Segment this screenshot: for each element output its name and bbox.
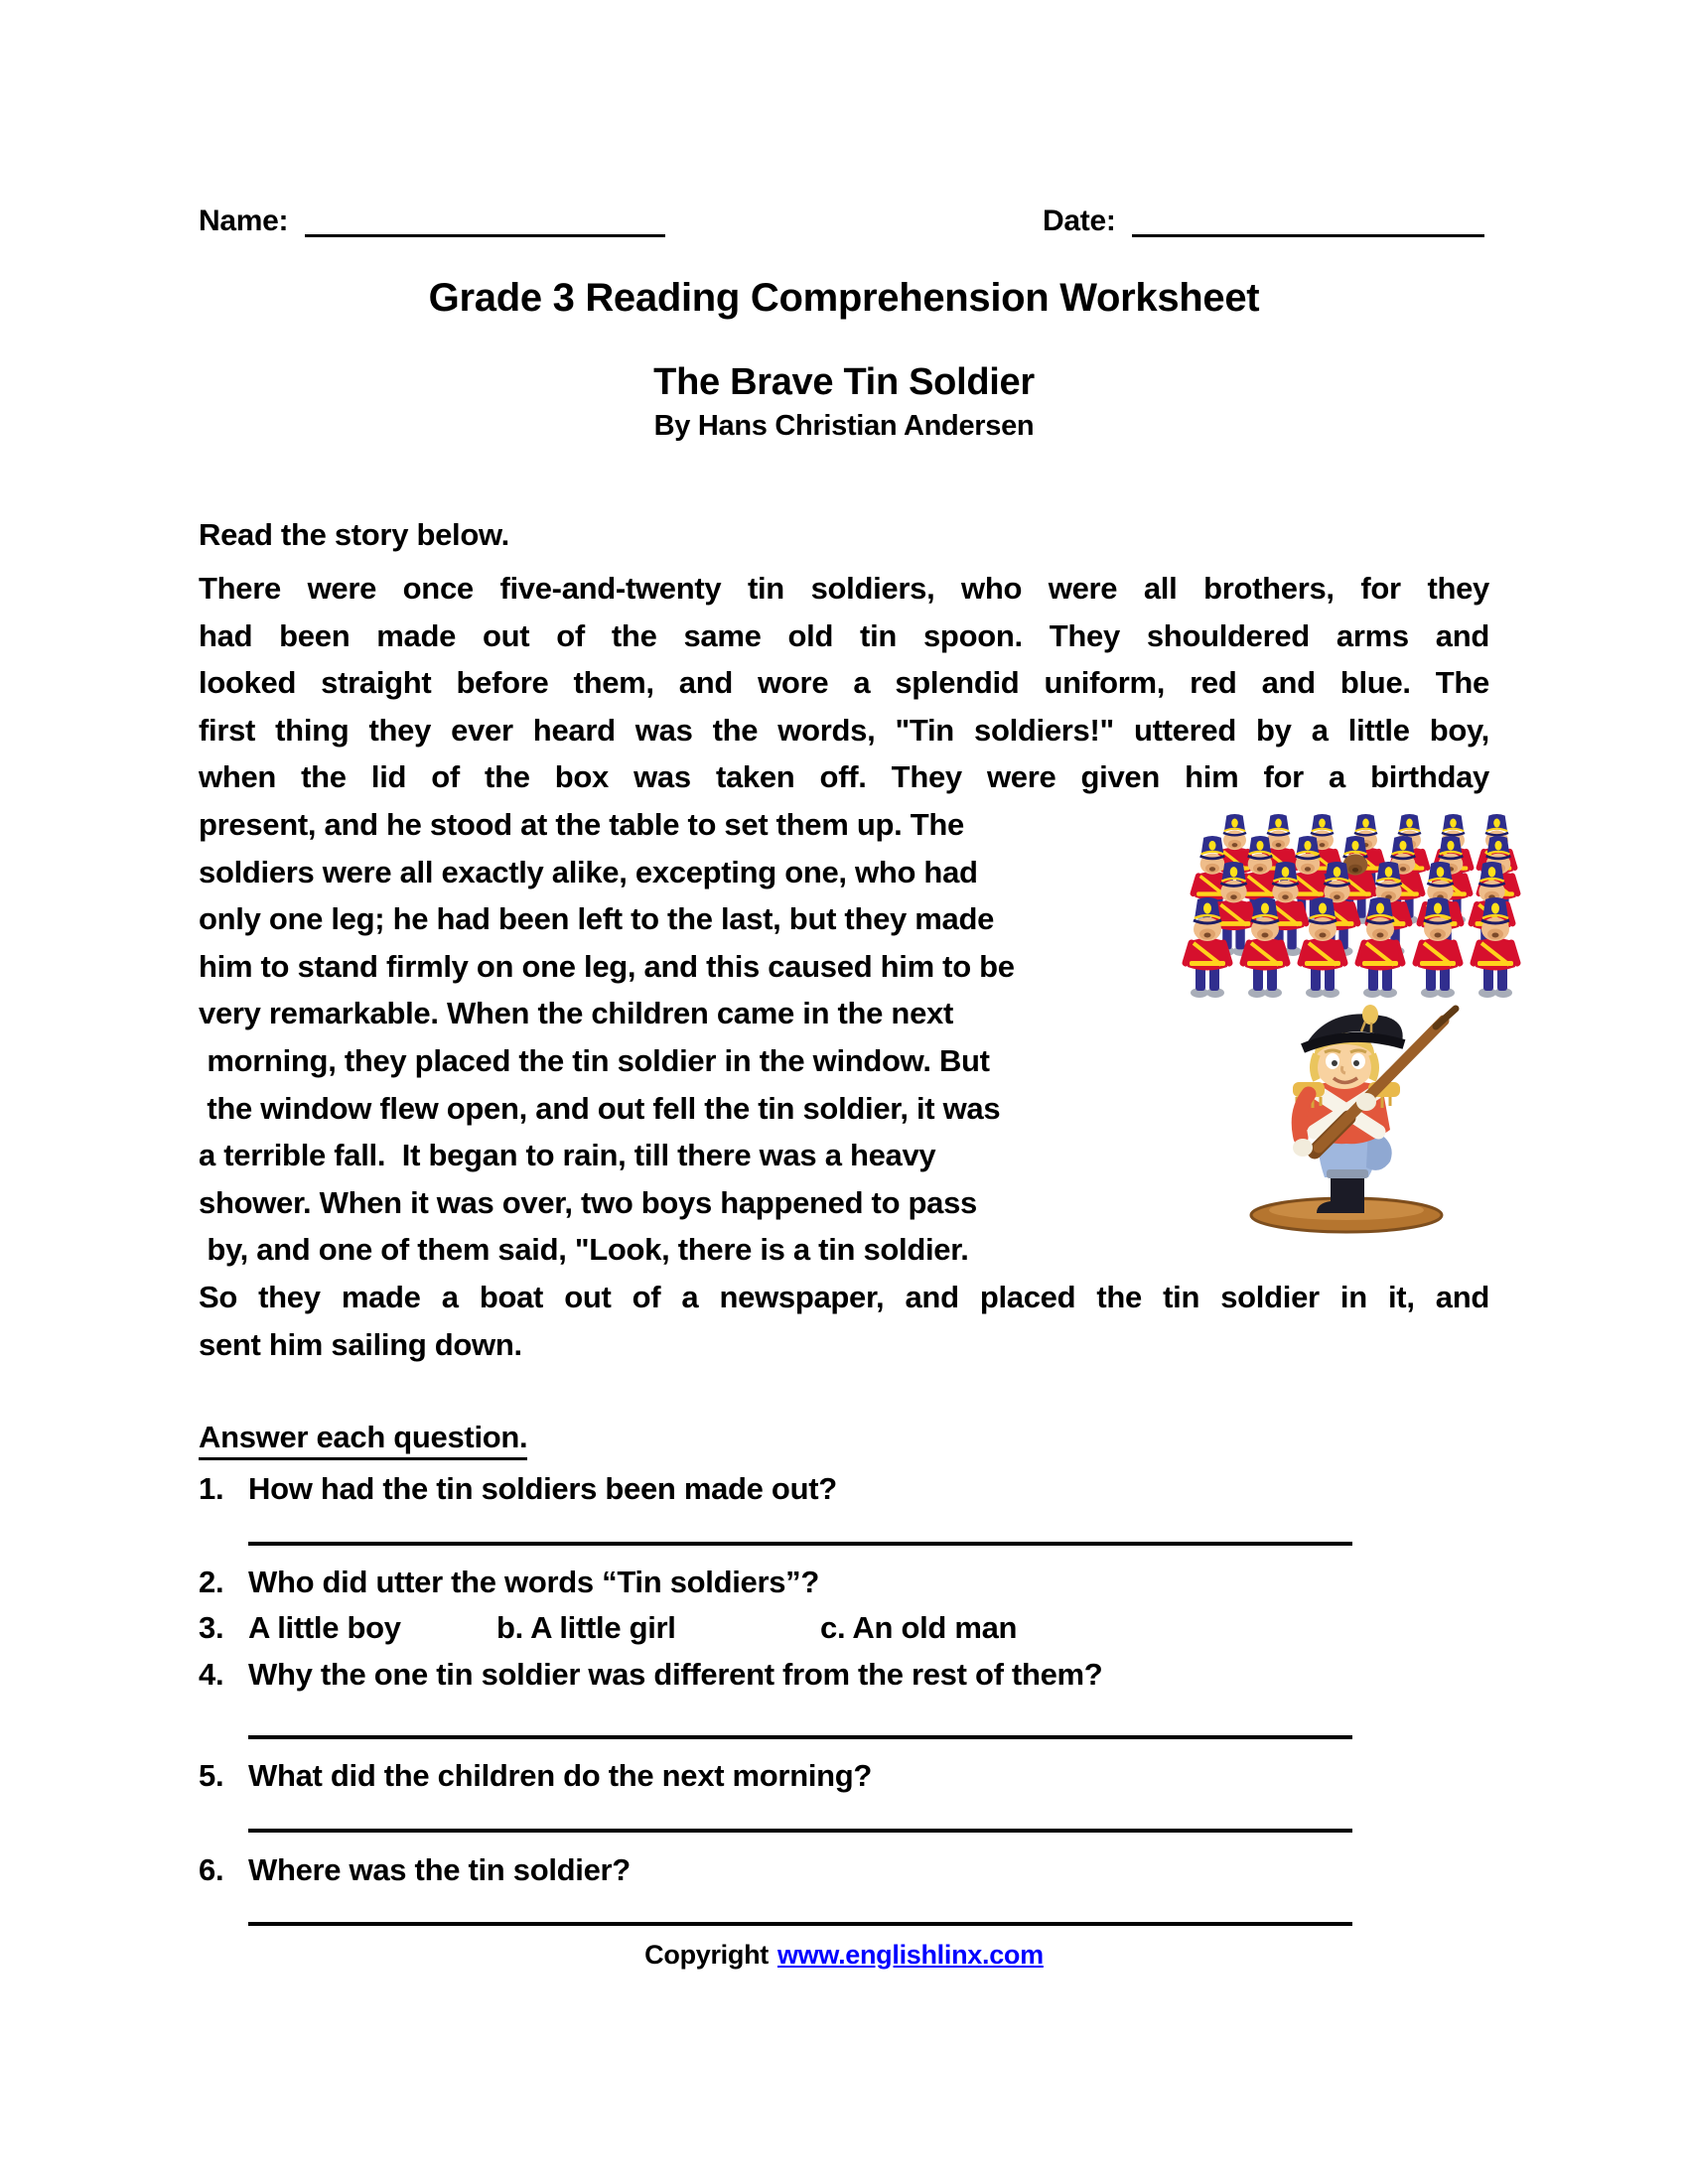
question-row-1 — [0, 1471, 1688, 1515]
story-line: morning, they placed the tin soldier in the window. But — [199, 1042, 990, 1078]
story-line: looked straight before them, and wore a splendid uniform, red and blue. The — [199, 665, 1489, 701]
story-line: very remarkable. When the children came in the next — [199, 996, 953, 1031]
copyright-link[interactable]: www.englishlinx.com — [776, 1940, 1044, 1970]
story-byline: By Hans Christian Andersen — [653, 410, 1035, 442]
answer-line-3 — [248, 1829, 1352, 1833]
name-label: Name: — [199, 205, 289, 237]
question-number: 6. — [199, 1852, 224, 1887]
glove-right — [1356, 1093, 1376, 1111]
story-line: only one leg; he had been left to the last, but they made — [199, 901, 995, 937]
question-number: 2. — [199, 1565, 224, 1599]
question-number: 3. — [199, 1610, 224, 1645]
soldier-boot — [1317, 1175, 1364, 1213]
copyright-label: Copyright — [644, 1940, 769, 1970]
question-number: 5. — [199, 1758, 224, 1793]
story-line: shower. When it was over, two boys happened to pass — [199, 1184, 977, 1220]
name-blank-line — [305, 234, 665, 237]
question-text: Who did utter the words “Tin soldiers”? — [248, 1565, 820, 1599]
soldier-group-illustration — [1154, 810, 1553, 1001]
answer-line-2 — [248, 1735, 1352, 1739]
glove-left — [1293, 1139, 1313, 1157]
question-option-c: c. An old man — [820, 1610, 1018, 1645]
question-row-5 — [0, 1758, 1688, 1802]
answer-line-4 — [248, 1922, 1352, 1926]
question-row-4 — [0, 1657, 1688, 1701]
question-text: What did the children do the next morning? — [248, 1758, 873, 1793]
story-line: sent him sailing down. — [199, 1326, 522, 1362]
date-label: Date: — [1043, 205, 1116, 237]
story-line: the window flew open, and out fell the tin soldier, it was — [199, 1090, 1001, 1126]
question-text: How had the tin soldiers been made out? — [248, 1471, 837, 1506]
story-line: first thing they ever heard was the words, "Tin soldiers!" uttered by a little boy, — [199, 712, 1489, 748]
answer-heading — [199, 1420, 527, 1455]
question-row-2 — [0, 1565, 1688, 1608]
story-line: soldiers were all exactly alike, excepting one, who had — [199, 854, 978, 889]
story-line: had been made out of the same old tin spoon. They shouldered arms and — [199, 617, 1489, 653]
question-number: 4. — [199, 1657, 224, 1692]
tin-soldier-illustration — [1219, 1001, 1497, 1237]
copyright-footer — [0, 1940, 1688, 1971]
story-line: him to stand firmly on one leg, and this caused him to be — [199, 948, 1015, 984]
story-line: by, and one of them said, "Look, there is a tin soldier. — [199, 1232, 969, 1268]
story-line: when the lid of the box was taken off. They were given him for a birthday — [199, 759, 1489, 795]
read-prompt: Read the story below. — [199, 517, 509, 552]
question-text: Where was the tin soldier? — [248, 1852, 631, 1887]
question-text: Why the one tin soldier was different from the rest of them? — [248, 1657, 1103, 1692]
story-title: The Brave Tin Soldier — [653, 361, 1035, 403]
tin-soldier-svg — [1219, 1001, 1497, 1237]
question-row-3 — [0, 1610, 1688, 1654]
story-top-block — [199, 565, 1489, 801]
answer-line-1 — [248, 1542, 1352, 1546]
date-blank-line — [1132, 234, 1484, 237]
story-line: There were once five-and-twenty tin soldiers, who were all brothers, for they — [199, 571, 1489, 606]
story-line: So they made a boat out of a newspaper, and placed the tin soldier in it, and — [199, 1279, 1489, 1314]
question-number: 1. — [199, 1471, 224, 1506]
question-option-b: b. A little girl — [496, 1610, 676, 1645]
soldier-group-svg — [1154, 810, 1553, 1001]
question-row-6 — [0, 1852, 1688, 1896]
page-title: Grade 3 Reading Comprehension Worksheet — [428, 276, 1260, 320]
answer-heading-text: Answer each question. — [199, 1420, 527, 1460]
story-line: a terrible fall. It began to rain, till there was a heavy — [199, 1138, 936, 1173]
story-line: present, and he stood at the table to set them up. The — [199, 806, 964, 842]
question-option-a: A little boy — [248, 1610, 401, 1645]
